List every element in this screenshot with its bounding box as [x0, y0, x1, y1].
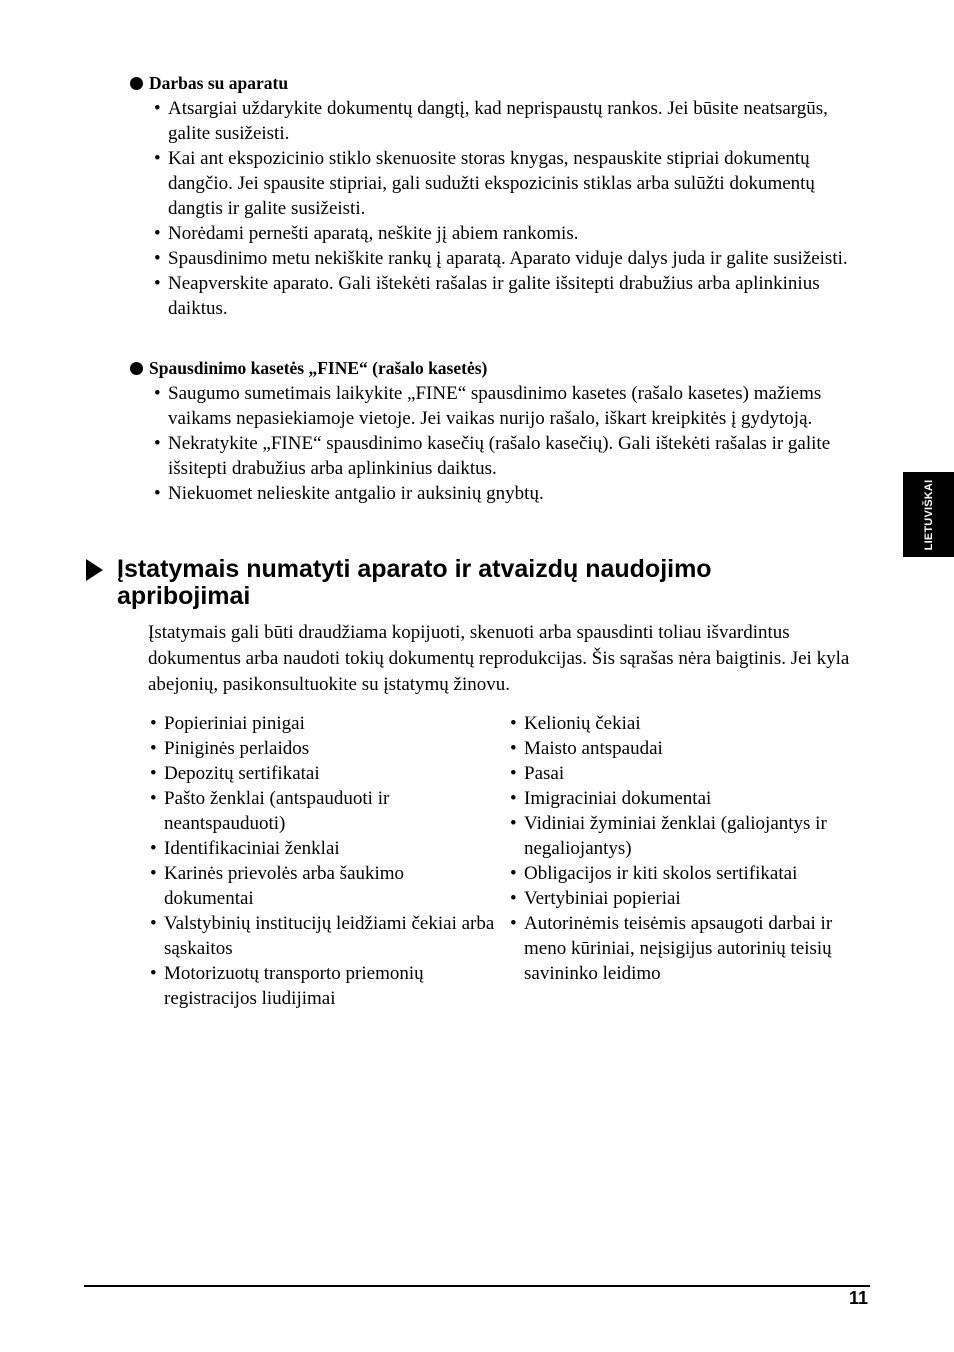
- section-heading: [130, 72, 870, 94]
- list-item: • Kelionių čekiai: [510, 711, 860, 736]
- list-item: • Kai ant ekspozicinio stiklo skenuosite storas knygas, nespauskite stipriai dokumentų dangčio. Jei spausite stipriai, gali sudužti ekspozicinis stiklas arba sulūžti dokumentų dangtis ir galite susižeisti.: [154, 146, 870, 221]
- chapter-heading-text: Įstatymais numatyti aparato ir atvaizdų naudojimo apribojimai: [117, 555, 712, 610]
- list-item: • Pašto ženklai (antspauduoti ir neantspauduoti): [150, 786, 495, 836]
- bullet-dot-icon: [130, 77, 143, 90]
- list-item: • Valstybinių institucijų leidžiami čekiai arba sąskaitos: [150, 911, 495, 961]
- list-item: • Karinės prievolės arba šaukimo dokumentai: [150, 861, 495, 911]
- list-item: • Depozitų sertifikatai: [150, 761, 495, 786]
- list-item: • Norėdami pernešti aparatą, neškite jį abiem rankomis.: [154, 221, 870, 246]
- section-title: Spausdinimo kasetės „FINE“ (rašalo kasetės): [149, 358, 488, 378]
- list-item: • Obligacijos ir kiti skolos sertifikatai: [510, 861, 860, 886]
- language-tab-label: LIETUVIŠKAI: [922, 479, 935, 550]
- list-item: • Spausdinimo metu nekiškite rankų į aparatą. Aparato viduje dalys juda ir galite susižeisti.: [154, 246, 870, 271]
- list-item: • Piniginės perlaidos: [150, 736, 495, 761]
- section-title: Darbas su aparatu: [149, 73, 289, 93]
- list-item: • Autorinėmis teisėmis apsaugoti darbai ir meno kūriniai, neįsigijus autorinių teisių savininko leidimo: [510, 911, 860, 986]
- list-item: • Vertybiniai popieriai: [510, 886, 860, 911]
- list-item: • Vidiniai žyminiai ženklai (galiojantys ir negaliojantys): [510, 811, 860, 861]
- bullet-list: [130, 96, 870, 321]
- language-side-tab: [903, 472, 954, 557]
- restricted-list-left: [150, 711, 495, 1011]
- list-item: • Pasai: [510, 761, 860, 786]
- triangle-marker-icon: [86, 559, 103, 581]
- page-number: 11: [848, 1288, 868, 1308]
- intro-paragraph: Įstatymais gali būti draudžiama kopijuoti, skenuoti arba spausdinti toliau išvardintus dokumentus arba naudoti tokių dokumentų reprodukcijas. Šis sąrašas nėra baigtinis. Jei kyla abejonių, pasikonsultuokite su įstatymų žinovu.: [148, 622, 850, 695]
- restricted-list-right: [510, 711, 860, 986]
- list-item: • Neapverskite aparato. Gali ištekėti rašalas ir galite išsitepti drabužius arba aplinkinius daiktus.: [154, 271, 870, 321]
- bullet-dot-icon: [130, 362, 143, 375]
- list-item: • Motorizuotų transporto priemonių registracijos liudijimai: [150, 961, 495, 1011]
- section-darbas: [130, 72, 870, 321]
- footer-divider: [84, 1285, 870, 1287]
- bullet-list: [130, 381, 870, 506]
- list-item: • Niekuomet nelieskite antgalio ir auksinių gnybtų.: [154, 481, 870, 506]
- chapter-heading: [86, 556, 806, 610]
- list-item: • Atsargiai uždarykite dokumentų dangtį, kad neprispaustų rankos. Jei būsite neatsargūs, galite susižeisti.: [154, 96, 870, 146]
- list-item: • Saugumo sumetimais laikykite „FINE“ spausdinimo kasetes (rašalo kasetes) mažiems vaikams nepasiekiamoje vietoje. Jei vaikas nurijo rašalo, iškart kreipkitės į gydytoją.: [154, 381, 870, 431]
- list-item: • Imigraciniai dokumentai: [510, 786, 860, 811]
- list-item: • Nekratykite „FINE“ spausdinimo kasečių (rašalo kasečių). Gali ištekėti rašalas ir galite išsitepti drabužius arba aplinkinius daiktus.: [154, 431, 870, 481]
- list-item: • Popieriniai pinigai: [150, 711, 495, 736]
- list-item: • Maisto antspaudai: [510, 736, 860, 761]
- section-heading: [130, 357, 870, 379]
- list-item: • Identifikaciniai ženklai: [150, 836, 495, 861]
- section-kasetes: [130, 357, 870, 506]
